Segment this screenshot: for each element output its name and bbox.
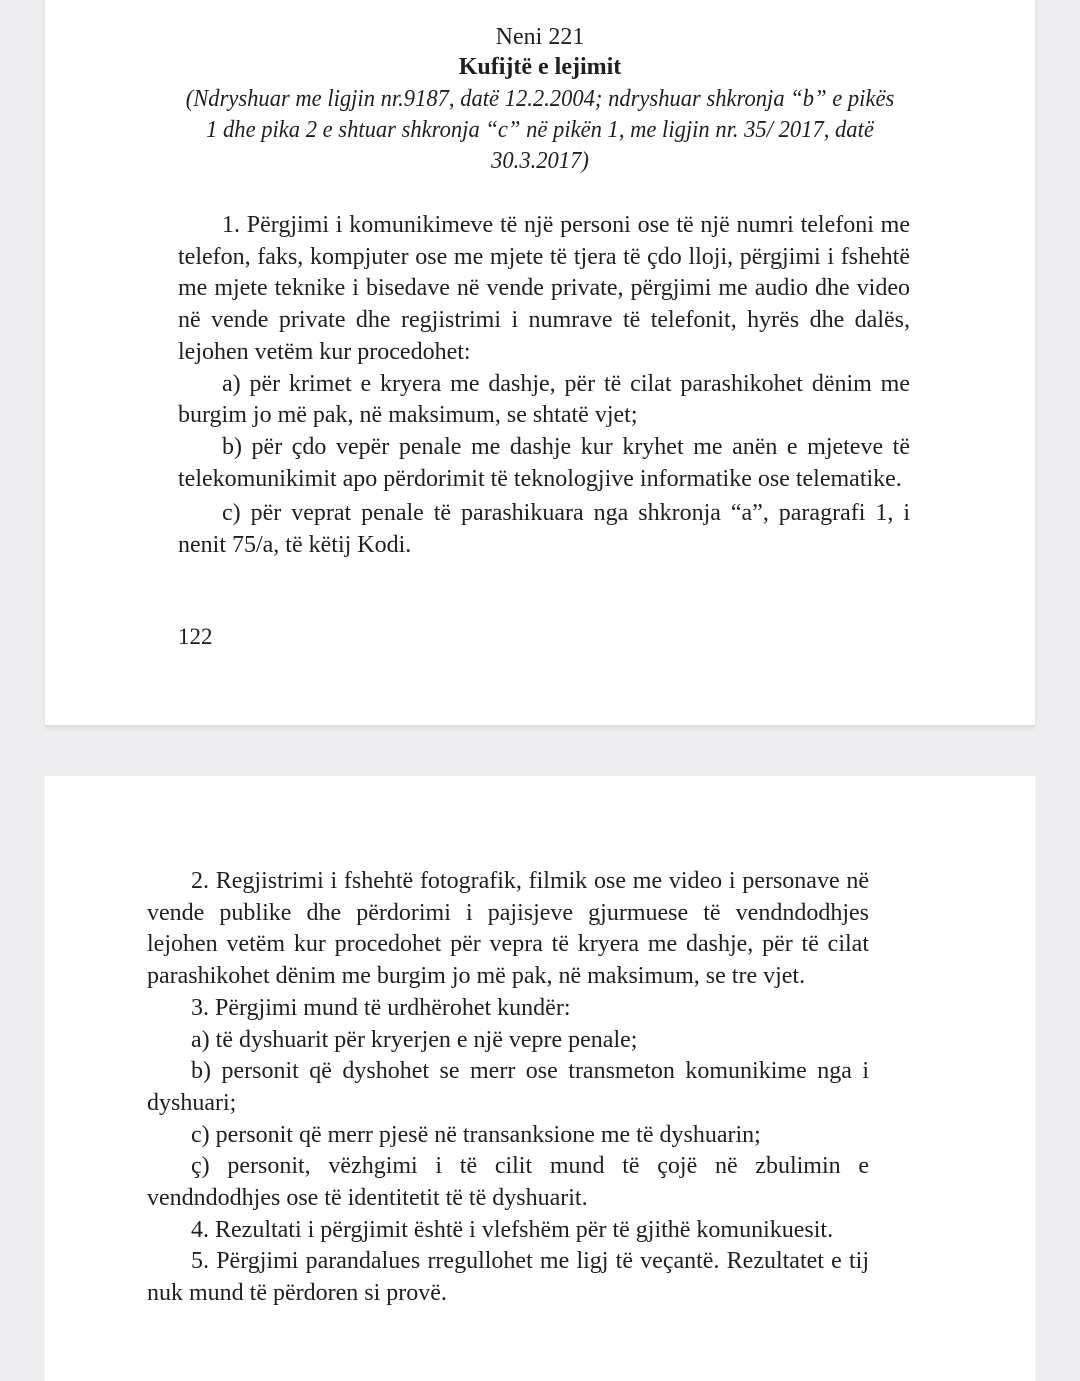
paragraph-1a: a) për krimet e kryera me dashje, për të cilat parashikohet dënim me burgim jo më pak, në maksimum, se shtatë vjet;	[178, 370, 910, 429]
page-122	[45, 0, 1035, 725]
paragraph-2: 2. Regjistrimi i fshehtë fotografik, filmik ose me video i personave në vende publike dhe përdorimi i pajisjeve gjurmuese të vendndodhjes lejohen vetëm kur procedohet për vepra të kryera me dashje, për të cilat parashikohet dënim me burgim jo më pak, në maksimum, se tre vjet.	[147, 868, 869, 990]
paragraph-3a: a) të dyshuarit për kryerjen e një vepre penale;	[191, 1026, 638, 1053]
paragraph-4: 4. Rezultati i përgjimit është i vlefshëm për të gjithë komunikuesit.	[191, 1216, 834, 1243]
paragraph-3c: c) personit që merr pjesë në transanksione me të dyshuarin;	[191, 1121, 761, 1148]
paragraph-3: 3. Përgjimi mund të urdhërohet kundër:	[191, 994, 571, 1021]
article-body-continued	[147, 866, 869, 1310]
article-heading	[45, 22, 1035, 177]
article-body	[178, 210, 910, 562]
paragraph-5: 5. Përgjimi parandalues rregullohet me ligj të veçantë. Rezultatet e tij nuk mund të përdoren si provë.	[147, 1248, 869, 1307]
paragraph-1b: b) për çdo vepër penale me dashje kur kryhet me anën e mjeteve të telekomunikimit apo përdorimit të teknologjive informatike ose telematike.	[178, 433, 910, 492]
paragraph-3c-cedilla: ç) personit, vëzhgimi i të cilit mund të çojë në zbulimin e vendndodhjes ose të identitetit të të dyshuarit.	[147, 1153, 869, 1212]
paragraph-1c: c) për veprat penale të parashikuara nga shkronja “a”, paragrafi 1, i nenit 75/a, të këtij Kodi.	[178, 500, 910, 559]
article-title: Kufijtë e lejimit	[458, 54, 622, 80]
amendment-note: (Ndryshuar me ligjin nr.9187, datë 12.2.2004; ndryshuar shkronja “b” e pikës 1 dhe pika 2 e shtuar shkronja “c” në pikën 1, me ligjin nr. 35/ 2017, datë 30.3.2017)	[185, 86, 895, 174]
page-123	[45, 776, 1035, 1381]
paragraph-3b: b) personit që dyshohet se merr ose transmeton komunikime nga i dyshuari;	[147, 1058, 869, 1116]
page-number: 122	[178, 624, 213, 649]
paragraph-1: 1. Përgjimi i komunikimeve të një personi ose të një numri telefoni me telefon, faks, kompjuter ose me mjete të tjera të çdo lloji, përgjimi i fshehtë me mjete teknike i bisedave në vende private, përgjimi me audio dhe video në vende private dhe regjistrimi i numrave të telefonit, hyrës dhe dalës, lejohen vetëm kur procedohet:	[178, 212, 910, 365]
article-number: Neni 221	[495, 24, 585, 50]
